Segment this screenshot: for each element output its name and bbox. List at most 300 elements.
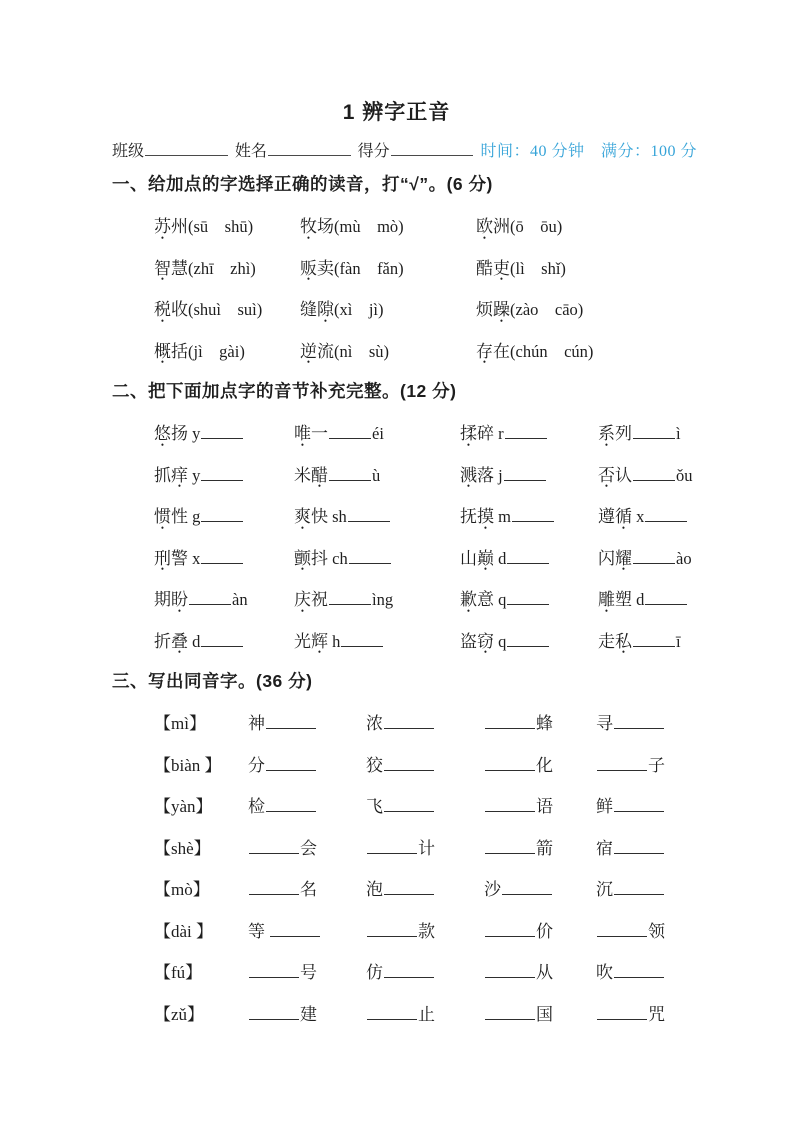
answer-blank[interactable] bbox=[597, 1002, 647, 1020]
pinyin-key: 【dài 】 bbox=[154, 921, 214, 941]
syllable-prefix: h bbox=[328, 631, 341, 651]
homophone-row bbox=[112, 701, 697, 743]
answer-blank[interactable] bbox=[249, 877, 299, 895]
word-with-pinyin-options bbox=[476, 212, 697, 237]
hint-char: 泡 bbox=[366, 880, 383, 900]
char: 洲 bbox=[493, 217, 510, 237]
hint-char: 等 bbox=[248, 921, 270, 941]
section2-rows bbox=[112, 411, 697, 660]
section1-rows bbox=[112, 204, 697, 370]
word-with-pinyin-options bbox=[154, 212, 300, 237]
dotted-char: 爽 bbox=[294, 507, 311, 527]
char: 期 bbox=[154, 590, 171, 610]
score-label: 得分 bbox=[357, 143, 390, 160]
answer-blank[interactable] bbox=[633, 546, 675, 564]
char: 山 bbox=[460, 548, 477, 568]
pinyin-options: (mù mò) bbox=[334, 217, 404, 237]
hint-char: 止 bbox=[418, 1004, 435, 1024]
answer-blank[interactable] bbox=[507, 629, 549, 647]
dotted-char: 税 bbox=[154, 300, 171, 320]
dotted-char: 吏 bbox=[493, 258, 510, 278]
word-with-pinyin-options bbox=[476, 254, 697, 279]
homophone-item bbox=[484, 792, 596, 817]
answer-blank[interactable] bbox=[505, 421, 547, 439]
answer-blank[interactable] bbox=[614, 877, 664, 895]
homophone-item bbox=[366, 958, 484, 983]
dotted-char: 揉 bbox=[460, 424, 477, 444]
section-2 bbox=[112, 379, 697, 660]
homophone-item bbox=[484, 875, 596, 900]
answer-blank[interactable] bbox=[597, 753, 647, 771]
dotted-char: 悠 bbox=[154, 424, 171, 444]
answer-blank[interactable] bbox=[384, 711, 434, 729]
homophone-item bbox=[596, 751, 697, 776]
hint-char: 计 bbox=[418, 838, 435, 858]
homophone-item bbox=[366, 834, 484, 859]
answer-blank[interactable] bbox=[614, 794, 664, 812]
word-with-syllable-blank bbox=[460, 544, 598, 569]
char: 抓 bbox=[154, 465, 171, 485]
syllable-prefix: q bbox=[494, 631, 507, 651]
char: 烦 bbox=[476, 300, 493, 320]
dotted-char: 刑 bbox=[154, 548, 171, 568]
time-full-score-info: 时间：40 分钟 满分：100 分 bbox=[480, 143, 697, 160]
homophone-item bbox=[596, 917, 697, 942]
dotted-char: 醋 bbox=[311, 465, 328, 485]
answer-blank[interactable] bbox=[485, 1002, 535, 1020]
answer-blank[interactable] bbox=[504, 463, 546, 481]
answer-blank[interactable] bbox=[633, 421, 675, 439]
dotted-char: 巅 bbox=[477, 548, 494, 568]
syllable-prefix: r bbox=[494, 424, 504, 444]
answer-blank[interactable] bbox=[266, 794, 316, 812]
char: 流 bbox=[317, 341, 334, 361]
homophone-item bbox=[366, 875, 484, 900]
word-with-pinyin-options bbox=[154, 254, 300, 279]
syllable-fill-row bbox=[112, 411, 697, 453]
hint-char: 分 bbox=[248, 755, 265, 775]
answer-blank[interactable] bbox=[201, 504, 243, 522]
homophone-item bbox=[366, 709, 484, 734]
dotted-char: 摸 bbox=[477, 507, 494, 527]
char: 走 bbox=[598, 631, 615, 651]
syllable-prefix: sh bbox=[328, 507, 347, 527]
dotted-char: 辉 bbox=[311, 631, 328, 651]
dotted-char: 智 bbox=[154, 258, 171, 278]
pinyin-key: 【mì】 bbox=[154, 714, 206, 734]
answer-blank[interactable] bbox=[348, 504, 390, 522]
dotted-char: 唯 bbox=[294, 424, 311, 444]
char: 抖 bbox=[311, 548, 328, 568]
answer-blank[interactable] bbox=[614, 960, 664, 978]
dotted-char: 逆 bbox=[300, 341, 317, 361]
char: 认 bbox=[615, 465, 632, 485]
answer-blank[interactable] bbox=[502, 877, 552, 895]
dotted-char: 系 bbox=[598, 424, 615, 444]
dotted-char: 庆 bbox=[294, 590, 311, 610]
answer-blank[interactable] bbox=[201, 463, 243, 481]
char: 在 bbox=[493, 341, 510, 361]
dotted-char: 盼 bbox=[171, 590, 188, 610]
hint-char: 检 bbox=[248, 797, 265, 817]
worksheet-content bbox=[0, 139, 793, 1033]
syllable-prefix: j bbox=[494, 465, 503, 485]
char: 落 bbox=[477, 465, 494, 485]
syllable-prefix: y bbox=[188, 465, 201, 485]
hint-char: 寻 bbox=[596, 714, 613, 734]
syllable-prefix: ch bbox=[328, 548, 348, 568]
pinyin-key: 【zǔ】 bbox=[154, 1004, 205, 1024]
hint-char: 沉 bbox=[596, 880, 613, 900]
pinyin-key: 【mò】 bbox=[154, 880, 210, 900]
hint-char: 名 bbox=[300, 880, 317, 900]
homophone-item bbox=[596, 709, 697, 734]
class-label: 班级 bbox=[112, 143, 145, 160]
syllable-prefix: y bbox=[188, 424, 201, 444]
section2-heading: 二、把下面加点字的音节补充完整。(12 分) bbox=[112, 381, 457, 401]
homophone-item bbox=[248, 709, 366, 734]
homophone-item bbox=[248, 792, 366, 817]
section1-heading: 一、给加点的字选择正确的读音，打“√”。(6 分) bbox=[112, 174, 493, 194]
syllable-suffix: ì bbox=[676, 424, 681, 444]
word-with-syllable-blank bbox=[460, 585, 598, 610]
answer-blank[interactable] bbox=[485, 919, 535, 937]
homophone-item bbox=[484, 1000, 596, 1025]
char: 光 bbox=[294, 631, 311, 651]
homophone-row bbox=[112, 826, 697, 868]
homophone-row bbox=[112, 867, 697, 909]
answer-blank[interactable] bbox=[249, 960, 299, 978]
hint-char: 浓 bbox=[366, 714, 383, 734]
char: 酷 bbox=[476, 258, 493, 278]
answer-blank[interactable] bbox=[384, 753, 434, 771]
dotted-char: 躁 bbox=[493, 300, 510, 320]
pinyin-options: (shuì suì) bbox=[188, 300, 263, 320]
hint-char: 咒 bbox=[648, 1004, 665, 1024]
homophone-item bbox=[248, 917, 366, 942]
pinyin-key: 【shè】 bbox=[154, 838, 211, 858]
word-with-syllable-blank bbox=[294, 544, 460, 569]
word-with-syllable-blank bbox=[598, 461, 697, 486]
homophone-item bbox=[366, 1000, 484, 1025]
class-blank[interactable] bbox=[145, 139, 228, 156]
homophone-row bbox=[112, 992, 697, 1034]
pinyin-choice-row bbox=[112, 287, 697, 329]
section3-rows bbox=[112, 701, 697, 1033]
answer-blank[interactable] bbox=[507, 587, 549, 605]
hint-char: 语 bbox=[536, 797, 553, 817]
hint-char: 箭 bbox=[536, 838, 553, 858]
word-with-syllable-blank bbox=[460, 502, 598, 527]
syllable-suffix: ìng bbox=[372, 590, 394, 610]
syllable-suffix: éi bbox=[372, 424, 384, 444]
char: 抚 bbox=[460, 507, 477, 527]
answer-blank[interactable] bbox=[512, 504, 554, 522]
pinyin-options: (nì sù) bbox=[334, 341, 389, 361]
answer-blank[interactable] bbox=[349, 546, 391, 564]
page-title: 1 辨字正音 bbox=[342, 101, 451, 124]
hint-char: 款 bbox=[418, 921, 435, 941]
pinyin-choice-row bbox=[112, 204, 697, 246]
word-with-syllable-blank bbox=[154, 419, 294, 444]
dotted-char: 贩 bbox=[300, 258, 317, 278]
answer-blank[interactable] bbox=[270, 919, 320, 937]
answer-blank[interactable] bbox=[329, 463, 371, 481]
section-1 bbox=[112, 172, 697, 370]
homophone-item bbox=[484, 709, 596, 734]
answer-blank[interactable] bbox=[384, 960, 434, 978]
pinyin-options: (zào cāo) bbox=[510, 300, 584, 320]
pinyin-options: (lì shǐ) bbox=[510, 258, 566, 278]
char: 盗 bbox=[460, 631, 477, 651]
answer-blank[interactable] bbox=[645, 587, 687, 605]
word-with-syllable-blank bbox=[598, 627, 697, 652]
word-with-syllable-blank bbox=[460, 627, 598, 652]
dotted-char: 隙 bbox=[317, 300, 334, 320]
answer-blank[interactable] bbox=[633, 629, 675, 647]
homophone-item bbox=[248, 958, 366, 983]
dotted-char: 歉 bbox=[460, 590, 477, 610]
dotted-char: 存 bbox=[476, 341, 493, 361]
char: 闪 bbox=[598, 548, 615, 568]
word-with-syllable-blank bbox=[598, 544, 697, 569]
answer-blank[interactable] bbox=[266, 753, 316, 771]
hint-char: 蜂 bbox=[536, 714, 553, 734]
answer-blank[interactable] bbox=[189, 587, 231, 605]
answer-blank[interactable] bbox=[201, 421, 243, 439]
hint-char: 会 bbox=[300, 838, 317, 858]
homophone-item bbox=[366, 917, 484, 942]
answer-blank[interactable] bbox=[633, 463, 675, 481]
homophone-item bbox=[484, 751, 596, 776]
homophone-item bbox=[248, 1000, 366, 1025]
word-with-syllable-blank bbox=[294, 585, 460, 610]
hint-char: 建 bbox=[300, 1004, 317, 1024]
dotted-char: 溅 bbox=[460, 465, 477, 485]
syllable-suffix: ǒu bbox=[676, 465, 693, 485]
char: 场 bbox=[317, 217, 334, 237]
answer-blank[interactable] bbox=[597, 919, 647, 937]
answer-blank[interactable] bbox=[367, 836, 417, 854]
homophone-item bbox=[596, 958, 697, 983]
hint-char: 神 bbox=[248, 714, 265, 734]
word-with-syllable-blank bbox=[598, 419, 697, 444]
pinyin-key: 【yàn】 bbox=[154, 797, 213, 817]
name-label: 姓名 bbox=[234, 143, 267, 160]
word-with-syllable-blank bbox=[460, 461, 598, 486]
answer-blank[interactable] bbox=[485, 753, 535, 771]
word-with-syllable-blank bbox=[154, 627, 294, 652]
char: 祝 bbox=[311, 590, 328, 610]
syllable-prefix: x bbox=[188, 548, 201, 568]
word-with-pinyin-options bbox=[300, 295, 476, 320]
syllable-prefix: d bbox=[632, 590, 645, 610]
answer-blank[interactable] bbox=[367, 1002, 417, 1020]
answer-blank[interactable] bbox=[485, 711, 535, 729]
char: 折 bbox=[154, 631, 171, 651]
char: 碎 bbox=[477, 424, 494, 444]
section-3 bbox=[112, 669, 697, 1033]
score-blank[interactable] bbox=[391, 139, 474, 156]
dotted-char: 牧 bbox=[300, 217, 317, 237]
word-with-pinyin-options bbox=[300, 254, 476, 279]
answer-blank[interactable] bbox=[384, 794, 434, 812]
char: 性 bbox=[171, 507, 188, 527]
homophone-item bbox=[366, 792, 484, 817]
answer-blank[interactable] bbox=[329, 587, 371, 605]
homophone-item bbox=[248, 751, 366, 776]
word-with-pinyin-options bbox=[300, 337, 476, 362]
answer-blank[interactable] bbox=[249, 836, 299, 854]
answer-blank[interactable] bbox=[266, 711, 316, 729]
homophone-row bbox=[112, 784, 697, 826]
hint-char: 鲜 bbox=[596, 797, 613, 817]
syllable-prefix: m bbox=[494, 507, 511, 527]
word-with-syllable-blank bbox=[154, 461, 294, 486]
homophone-row bbox=[112, 743, 697, 785]
answer-blank[interactable] bbox=[367, 919, 417, 937]
answer-blank[interactable] bbox=[614, 711, 664, 729]
char: 米 bbox=[294, 465, 311, 485]
homophone-item bbox=[484, 958, 596, 983]
word-with-syllable-blank bbox=[294, 419, 460, 444]
hint-char: 宿 bbox=[596, 838, 613, 858]
syllable-prefix: d bbox=[188, 631, 201, 651]
header-meta-row bbox=[112, 139, 697, 163]
answer-blank[interactable] bbox=[614, 836, 664, 854]
syllable-suffix: àn bbox=[232, 590, 248, 610]
syllable-prefix: g bbox=[188, 507, 201, 527]
hint-char: 沙 bbox=[484, 880, 501, 900]
answer-blank[interactable] bbox=[485, 794, 535, 812]
homophone-item bbox=[366, 751, 484, 776]
answer-blank[interactable] bbox=[485, 960, 535, 978]
word-with-pinyin-options bbox=[154, 337, 300, 362]
dotted-char: 私 bbox=[615, 631, 632, 651]
answer-blank[interactable] bbox=[341, 629, 383, 647]
hint-char: 吹 bbox=[596, 963, 613, 983]
word-with-syllable-blank bbox=[460, 419, 598, 444]
dotted-char: 概 bbox=[154, 341, 171, 361]
pinyin-options: (zhī zhì) bbox=[188, 258, 256, 278]
dotted-char: 叠 bbox=[171, 631, 188, 651]
dotted-char: 苏 bbox=[154, 217, 171, 237]
word-with-syllable-blank bbox=[598, 585, 697, 610]
char: 快 bbox=[311, 507, 328, 527]
pinyin-options: (xì jì) bbox=[334, 300, 384, 320]
dotted-char: 窃 bbox=[477, 631, 494, 651]
answer-blank[interactable] bbox=[249, 1002, 299, 1020]
homophone-item bbox=[484, 917, 596, 942]
homophone-item bbox=[596, 834, 697, 859]
homophone-item bbox=[248, 875, 366, 900]
homophone-item bbox=[596, 792, 697, 817]
dotted-char: 雕 bbox=[598, 590, 615, 610]
homophone-item bbox=[596, 875, 697, 900]
word-with-pinyin-options bbox=[476, 337, 697, 362]
dotted-char: 惯 bbox=[154, 507, 171, 527]
word-with-syllable-blank bbox=[154, 585, 294, 610]
char: 一 bbox=[311, 424, 328, 444]
word-with-syllable-blank bbox=[154, 544, 294, 569]
section3-heading: 三、写出同音字。(36 分) bbox=[112, 671, 313, 691]
pinyin-options: (jì gài) bbox=[188, 341, 245, 361]
homophone-row bbox=[112, 909, 697, 951]
pinyin-choice-row bbox=[112, 329, 697, 371]
homophone-item bbox=[596, 1000, 697, 1025]
pinyin-options: (ō ōu) bbox=[510, 217, 563, 237]
dotted-char: 痒 bbox=[171, 465, 188, 485]
char: 缝 bbox=[300, 300, 317, 320]
dotted-char: 耀 bbox=[615, 548, 632, 568]
answer-blank[interactable] bbox=[507, 546, 549, 564]
hint-char: 子 bbox=[648, 755, 665, 775]
pinyin-options: (sū shū) bbox=[188, 217, 254, 237]
answer-blank[interactable] bbox=[485, 836, 535, 854]
hint-char: 飞 bbox=[366, 797, 383, 817]
syllable-suffix: ī bbox=[676, 631, 681, 651]
pinyin-choice-row bbox=[112, 246, 697, 288]
word-with-syllable-blank bbox=[294, 461, 460, 486]
word-with-syllable-blank bbox=[294, 502, 460, 527]
dotted-char: 否 bbox=[598, 465, 615, 485]
answer-blank[interactable] bbox=[201, 546, 243, 564]
char: 州 bbox=[171, 217, 188, 237]
char: 慧 bbox=[171, 258, 188, 278]
answer-blank[interactable] bbox=[645, 504, 687, 522]
pinyin-key: 【fú】 bbox=[154, 963, 203, 983]
answer-blank[interactable] bbox=[201, 629, 243, 647]
syllable-fill-row bbox=[112, 494, 697, 536]
char: 警 bbox=[171, 548, 188, 568]
word-with-pinyin-options bbox=[300, 212, 476, 237]
answer-blank[interactable] bbox=[329, 421, 371, 439]
syllable-fill-row bbox=[112, 577, 697, 619]
pinyin-key: 【biàn 】 bbox=[154, 755, 222, 775]
word-with-pinyin-options bbox=[154, 295, 300, 320]
word-with-syllable-blank bbox=[598, 502, 697, 527]
hint-char: 领 bbox=[648, 921, 665, 941]
syllable-prefix: x bbox=[632, 507, 645, 527]
word-with-pinyin-options bbox=[476, 295, 697, 320]
hint-char: 国 bbox=[536, 1004, 553, 1024]
hint-char: 价 bbox=[536, 921, 553, 941]
dotted-char: 循 bbox=[615, 507, 632, 527]
homophone-row bbox=[112, 950, 697, 992]
syllable-fill-row bbox=[112, 619, 697, 661]
char: 列 bbox=[615, 424, 632, 444]
char: 括 bbox=[171, 341, 188, 361]
char: 意 bbox=[477, 590, 494, 610]
word-with-syllable-blank bbox=[294, 627, 460, 652]
answer-blank[interactable] bbox=[384, 877, 434, 895]
pinyin-options: (fàn fǎn) bbox=[334, 258, 404, 278]
name-blank[interactable] bbox=[268, 139, 351, 156]
char: 扬 bbox=[171, 424, 188, 444]
syllable-suffix: ù bbox=[372, 465, 381, 485]
hint-char: 仿 bbox=[366, 963, 383, 983]
hint-char: 狡 bbox=[366, 755, 383, 775]
syllable-fill-row bbox=[112, 453, 697, 495]
syllable-prefix: q bbox=[494, 590, 507, 610]
pinyin-options: (chún cún) bbox=[510, 341, 594, 361]
syllable-fill-row bbox=[112, 536, 697, 578]
char: 收 bbox=[171, 300, 188, 320]
dotted-char: 颤 bbox=[294, 548, 311, 568]
hint-char: 化 bbox=[536, 755, 553, 775]
char: 遵 bbox=[598, 507, 615, 527]
hint-char: 号 bbox=[300, 963, 317, 983]
